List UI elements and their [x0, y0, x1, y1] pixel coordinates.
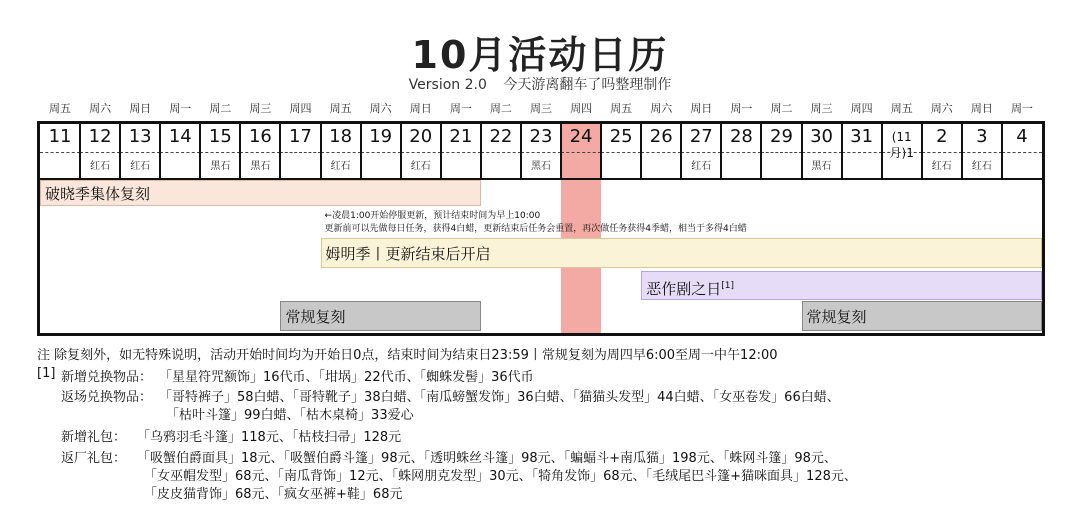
day-number: 13	[128, 126, 152, 147]
day-cell	[120, 124, 160, 178]
day-cell	[721, 124, 761, 178]
day-number: 4	[1016, 126, 1028, 147]
new-pack-label: 新增礼包：	[61, 430, 127, 445]
day-divider	[720, 124, 722, 178]
stone-tag: 黑石	[811, 161, 832, 172]
event-bar-prank-day	[641, 271, 1042, 300]
weekday-label: 周五	[329, 102, 352, 115]
day-number: 25	[609, 126, 633, 147]
dashed-divider	[1002, 152, 1042, 153]
weekday-label: 周三	[529, 102, 552, 115]
dashed-divider	[922, 152, 962, 153]
day-cell	[521, 124, 561, 178]
day-number: 28	[729, 126, 753, 147]
dashed-divider	[160, 152, 200, 153]
weekday-label: 周三	[249, 102, 272, 115]
stone-tag: 红石	[330, 161, 351, 172]
day-cell	[561, 124, 601, 178]
stone-tag: 红石	[971, 161, 992, 172]
page-title: 10月活动日历	[411, 33, 669, 77]
day-divider	[600, 124, 602, 178]
weekday-label: 周一	[730, 102, 753, 115]
day-divider	[440, 124, 442, 178]
day-number: 19	[369, 126, 393, 147]
day-number: 16	[248, 126, 272, 147]
weekday-label: 周五	[610, 102, 633, 115]
day-cell	[641, 124, 681, 178]
dashed-divider	[601, 152, 641, 153]
weekday-label: 周六	[930, 102, 953, 115]
new-pack-text: 「乌鸦羽毛斗篷」118元、「枯枝扫帚」128元	[137, 430, 402, 445]
day-number: 23	[529, 126, 553, 147]
weekday-label: 周日	[690, 102, 713, 115]
stone-tag: 红石	[691, 161, 712, 172]
day-divider	[1001, 124, 1003, 178]
stone-tag: 红石	[130, 161, 151, 172]
return-pack-text: 「吸蟹伯爵面具」18元、「吸蟹伯爵斗篷」98元、「透明蛛丝斗篷」98元、「蝙蝠斗+南瓜猫」198元、「蛛网斗篷」98元、	[137, 451, 837, 466]
day-cell	[761, 124, 801, 178]
day-divider	[480, 124, 482, 178]
dashed-divider	[441, 152, 481, 153]
dashed-divider	[321, 152, 361, 153]
day-divider	[801, 124, 803, 178]
day-divider	[760, 124, 762, 178]
event-bar-prank-day-label: 恶作剧之日	[646, 280, 722, 298]
day-cell	[481, 124, 521, 178]
day-number: 14	[168, 126, 192, 147]
dashed-divider	[842, 152, 882, 153]
day-number: 29	[770, 126, 793, 147]
weekday-row	[37, 100, 1043, 116]
weekday-label: 周五	[49, 102, 72, 115]
weekday-label: 周一	[1010, 102, 1033, 115]
event-bar-moomin: 姆明季丨更新结束后开启	[321, 238, 1042, 268]
day-cell	[321, 124, 361, 178]
day-divider	[279, 124, 281, 178]
day-cell	[802, 124, 842, 178]
day-number: 27	[689, 126, 713, 147]
weekday-label: 周六	[369, 102, 392, 115]
event-bar-pofeixiao: 破晓季集体复刻	[40, 180, 481, 206]
day-number: 21	[449, 126, 473, 147]
day-number: 12	[88, 126, 112, 147]
weekday-label: 周日	[129, 102, 152, 115]
weekday-label: 周五	[890, 102, 913, 115]
return-pack-text-2: 「女巫帽发型」68元、「南瓜背饰」12元、「蛛网朋克发型」30元、「犄角发饰」68元、「毛绒尾巴斗篷+猫咪面具」128元、	[144, 469, 857, 484]
dashed-divider	[681, 152, 721, 153]
day-number: 26	[649, 126, 673, 147]
day-cell	[240, 124, 280, 178]
weekday-label: 周日	[409, 102, 432, 115]
day-divider	[680, 124, 682, 178]
day-cell	[882, 124, 922, 178]
return-exchange-text: 「哥特裤子」58白蜡、「哥特靴子」38白蜡、「南瓜螃蟹发饰」36白蜡、「猫猫头发型」44白蜡、「女巫卷发」66白蜡、	[159, 390, 840, 405]
day-number: 15	[208, 126, 232, 147]
day-divider	[841, 124, 843, 178]
return-pack-text-3: 「皮皮猫背饰」68元、「疯女巫裤+鞋」68元	[144, 487, 403, 502]
stone-tag: 黑石	[530, 161, 551, 172]
dashed-divider	[962, 152, 1002, 153]
weekday-label: 周六	[650, 102, 673, 115]
weekday-label: 周日	[970, 102, 993, 115]
weekday-label: 周四	[850, 102, 873, 115]
footnote-marker: [1]	[37, 366, 56, 381]
subtitle	[0, 74, 1080, 94]
day-cell	[681, 124, 721, 178]
day-number: 31	[850, 126, 874, 147]
stone-tag: 黑石	[250, 161, 271, 172]
weekday-label: 周一	[169, 102, 192, 115]
return-pack-label: 返厂礼包：	[61, 451, 127, 466]
day-divider	[520, 124, 522, 178]
day-divider	[320, 124, 322, 178]
day-divider	[400, 124, 402, 178]
event-bar-regular-rerun-2: 常规复刻	[802, 301, 1042, 331]
day-cell	[40, 124, 80, 178]
return-exchange-text-2: 「枯叶斗篷」99白蜡、「枯木桌椅」33爱心	[166, 408, 414, 423]
day-divider	[560, 124, 562, 178]
day-divider	[199, 124, 201, 178]
dashed-divider	[280, 152, 320, 153]
weekday-label: 周四	[570, 102, 593, 115]
dashed-divider	[882, 152, 922, 153]
dashed-divider	[561, 152, 601, 153]
day-divider	[239, 124, 241, 178]
dashed-divider	[481, 152, 521, 153]
dashed-divider	[521, 152, 561, 153]
day-cell	[361, 124, 401, 178]
dashed-divider	[240, 152, 280, 153]
stone-tag: 红石	[410, 161, 431, 172]
dashed-divider	[641, 152, 681, 153]
day-cell	[80, 124, 120, 178]
dashed-divider	[40, 152, 80, 153]
day-number: 17	[289, 126, 312, 147]
dashed-divider	[761, 152, 801, 153]
weekday-label: 周一	[449, 102, 472, 115]
update-note	[325, 210, 747, 236]
update-note-line1: ←凌晨1:00开始停服更新，预计结束时间为早上10:00	[324, 211, 541, 221]
dashed-divider	[401, 152, 441, 153]
stone-tag: 红石	[90, 161, 111, 172]
dashed-divider	[721, 152, 761, 153]
day-number: 24	[569, 126, 593, 147]
day-cell	[200, 124, 240, 178]
day-divider	[159, 124, 161, 178]
credit-label: 今天游离翻车了吗整理制作	[503, 77, 672, 93]
day-cell	[842, 124, 882, 178]
footnote-ref: [1]	[721, 281, 734, 291]
day-cell	[1002, 124, 1042, 178]
dashed-divider	[802, 152, 842, 153]
day-number: 3	[976, 126, 988, 147]
day-number: 22	[489, 126, 513, 147]
weekday-label: 周二	[209, 102, 232, 115]
weekday-label: 周四	[289, 102, 312, 115]
day-number: 18	[329, 126, 353, 147]
dashed-divider	[200, 152, 240, 153]
weekday-label: 周三	[810, 102, 833, 115]
weekday-label: 周二	[770, 102, 793, 115]
calendar-grid	[37, 121, 1045, 336]
day-divider	[360, 124, 362, 178]
return-exchange-label: 返场兑换物品：	[61, 390, 153, 405]
dashed-divider	[361, 152, 401, 153]
update-note-line2: 更新前可以先做每日任务，获得4白蜡，更新结束后任务会重置，再次做任务获得4季蜡，相当于多得4白蜡	[324, 224, 747, 234]
weekday-label: 周二	[489, 102, 512, 115]
day-divider	[881, 124, 883, 178]
new-exchange-label: 新增兑换物品：	[61, 370, 153, 385]
version-label: Version 2.0	[408, 77, 487, 93]
day-number: (11月)1	[889, 130, 914, 160]
day-divider	[119, 124, 121, 178]
day-cell	[160, 124, 200, 178]
day-cell	[922, 124, 962, 178]
day-divider	[921, 124, 923, 178]
dashed-divider	[120, 152, 160, 153]
day-number: 2	[936, 126, 948, 147]
day-cell	[280, 124, 320, 178]
stone-tag: 黑石	[210, 161, 231, 172]
day-number: 11	[48, 126, 72, 147]
stone-tag: 红石	[931, 161, 952, 172]
day-number: 30	[810, 126, 833, 147]
day-divider	[961, 124, 963, 178]
day-number: 20	[409, 126, 433, 147]
general-note: 注 除复刻外，如无特殊说明，活动开始时间均为开始日0点，结束时间为结束日23:59丨常规复刻为周四早6:00至周一中午12:00	[37, 348, 778, 363]
new-exchange-text: 「星星符咒额饰」16代币、「坩埚」22代币、「蜘蛛发髻」36代币	[159, 370, 534, 385]
day-cell	[401, 124, 441, 178]
weekday-label: 周六	[89, 102, 112, 115]
day-cell	[962, 124, 1002, 178]
day-cell	[601, 124, 641, 178]
day-divider	[79, 124, 81, 178]
dashed-divider	[80, 152, 120, 153]
event-bar-regular-rerun-1: 常规复刻	[280, 301, 480, 331]
day-cell	[441, 124, 481, 178]
day-divider	[640, 124, 642, 178]
